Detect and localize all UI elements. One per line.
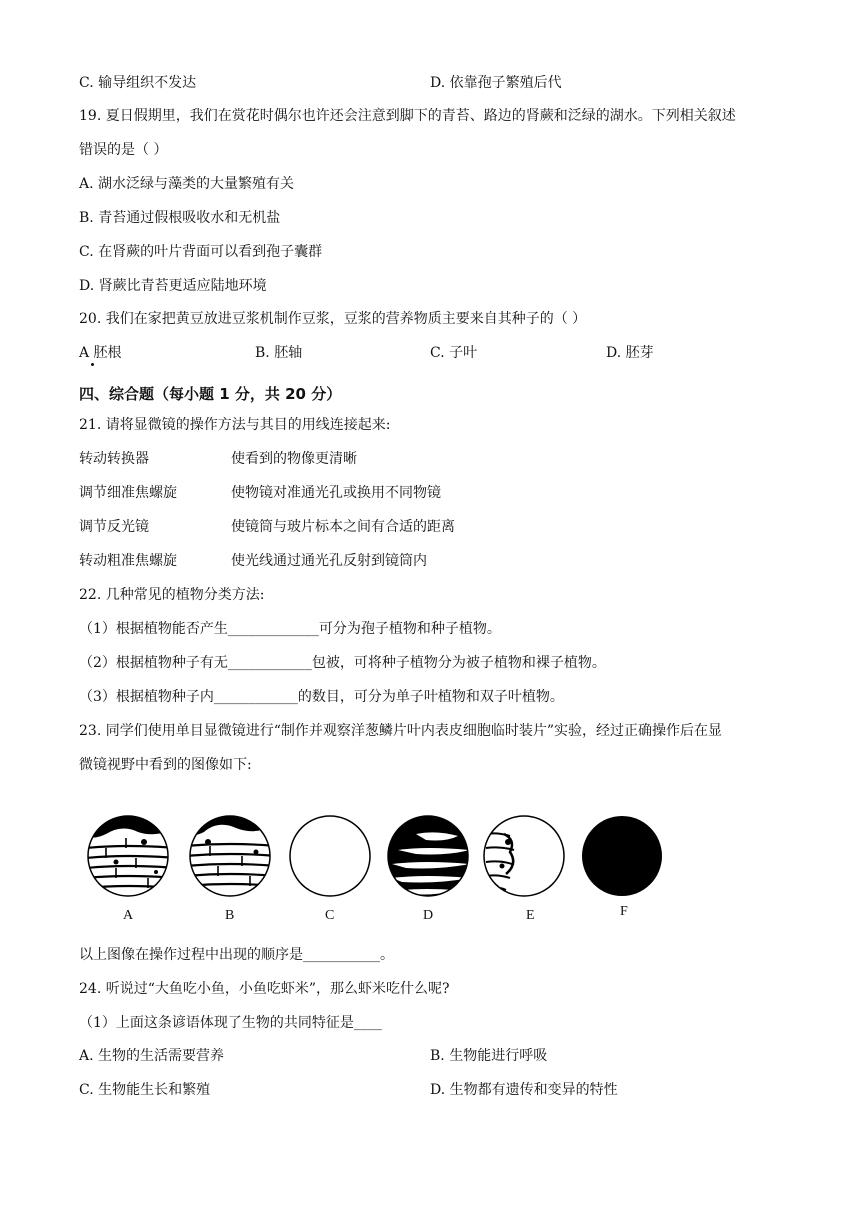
section-heading: 四、综合题（每小题 1 分，共 20 分） xyxy=(79,385,342,403)
q21-stem: 21. 请将显微镜的操作方法与其目的用线连接起来: xyxy=(79,417,391,433)
q21-method-2: 调节细准焦螺旋 xyxy=(79,485,177,501)
field-A xyxy=(86,804,176,896)
field-F xyxy=(582,816,662,896)
q19-stem-line1: 19. 夏日假期里，我们在赏花时偶尔也许还会注意到脚下的青苔、路边的肾蕨和泛绿的湖水。下列相关叙述 xyxy=(79,108,736,124)
q23-stem-line1: 23. 同学们使用单目显微镜进行“制作并观察洋葱鳞片叶内表皮细胞临时装片”实验，经过正确操作后在显 xyxy=(79,723,723,739)
q21-method-3: 调节反光镜 xyxy=(79,519,149,535)
q21-purpose-1: 使看到的物像更清晰 xyxy=(231,451,357,467)
q23-followup: 以上图像在操作过程中出现的顺序是___________。 xyxy=(79,947,394,963)
figure-label-A: A xyxy=(123,908,134,923)
q20-option-b: B. 胚轴 xyxy=(255,345,303,361)
q22-part-3: （3）根据植物种子内____________的数目，可分为单子叶植物和双子叶植物。 xyxy=(79,689,564,705)
q22-stem: 22. 几种常见的植物分类方法: xyxy=(79,587,265,603)
q24-option-b: B. 生物能进行呼吸 xyxy=(430,1048,548,1064)
q21-purpose-4: 使光线通过通光孔反射到镜筒内 xyxy=(231,553,427,569)
q24-option-a: A. 生物的生活需要营养 xyxy=(79,1048,225,1064)
q20-option-d: D. 胚芽 xyxy=(606,345,654,361)
q19-option-c: C. 在肾蕨的叶片背面可以看到孢子囊群 xyxy=(79,244,323,260)
q18-option-d: D. 依靠孢子繁殖后代 xyxy=(430,75,562,91)
punctuation-dot xyxy=(91,363,94,366)
q20-option-c: C. 子叶 xyxy=(430,345,478,361)
q24-option-d: D. 生物都有遗传和变异的特性 xyxy=(430,1082,618,1098)
q23-stem-line2: 微镜视野中看到的图像如下: xyxy=(79,757,252,773)
q22-part-1: （1）根据植物能否产生_____________可分为孢子植物和种子植物。 xyxy=(79,621,501,637)
field-C xyxy=(290,816,370,896)
q19-option-a: A. 湖水泛绿与藻类的大量繁殖有关 xyxy=(79,176,295,192)
q24-option-c: C. 生物能生长和繁殖 xyxy=(79,1082,211,1098)
figure-label-C: C xyxy=(325,908,335,923)
q21-method-4: 转动粗准焦螺旋 xyxy=(79,553,177,569)
q24-part-1: （1）上面这条谚语体现了生物的共同特征是____ xyxy=(79,1015,382,1031)
field-B xyxy=(186,804,276,896)
q24-stem: 24. 听说过“大鱼吃小鱼，小鱼吃虾米”，那么虾米吃什么呢? xyxy=(79,981,450,997)
q19-option-d: D. 肾蕨比青苔更适应陆地环境 xyxy=(79,278,267,294)
figure-label-D: D xyxy=(423,908,434,923)
field-D xyxy=(386,814,476,898)
microscope-field-figure xyxy=(86,804,686,934)
q19-stem-line2: 错误的是（ ） xyxy=(79,142,168,158)
field-E xyxy=(484,814,564,900)
q20-stem: 20. 我们在家把黄豆放进豆浆机制作豆浆，豆浆的营养物质主要来自其种子的（ ） xyxy=(79,311,587,327)
q19-option-b: B. 青苔通过假根吸收水和无机盐 xyxy=(79,210,281,226)
q22-part-2: （2）根据植物种子有无____________包被，可将种子植物分为被子植物和裸子植物。 xyxy=(79,655,606,671)
microscope-fields-svg xyxy=(86,804,686,934)
q21-purpose-2: 使物镜对准通光孔或换用不同物镜 xyxy=(231,485,441,501)
figure-label-F: F xyxy=(620,904,628,919)
q18-option-c: C. 输导组织不发达 xyxy=(79,75,197,91)
figure-label-E: E xyxy=(526,908,535,923)
figure-label-B: B xyxy=(225,908,235,923)
q21-method-1: 转动转换器 xyxy=(79,451,149,467)
q21-purpose-3: 使镜筒与玻片标本之间有合适的距离 xyxy=(231,519,455,535)
q20-option-a: A 胚根 xyxy=(79,345,122,361)
